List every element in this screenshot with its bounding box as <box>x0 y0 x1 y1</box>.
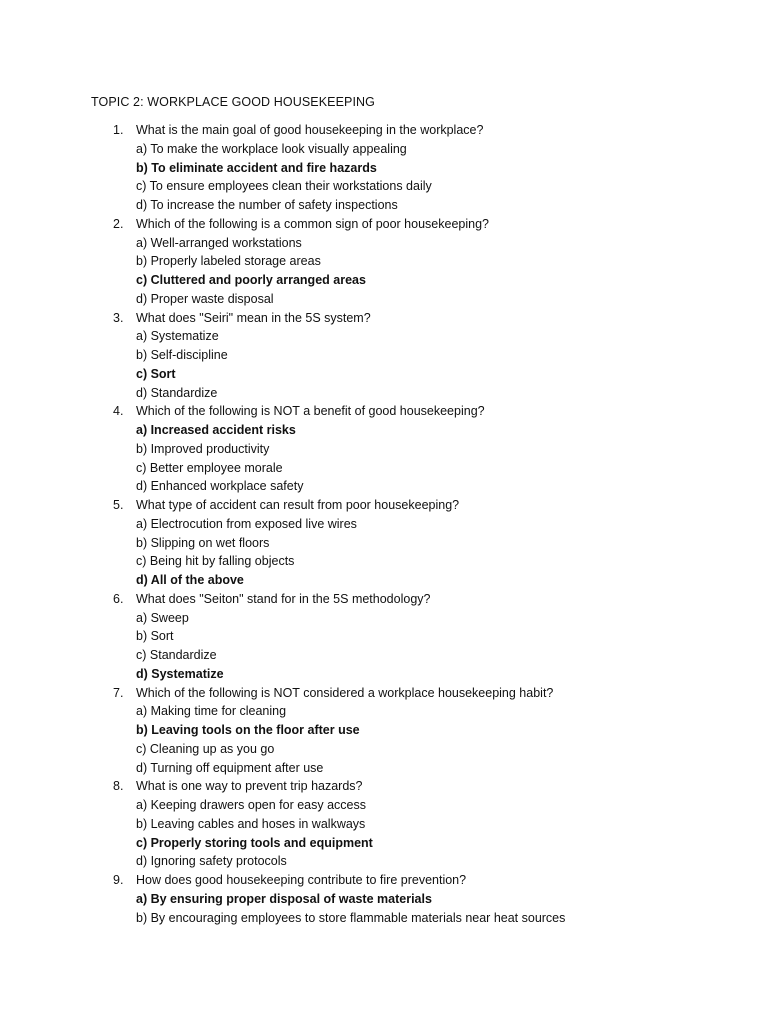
answer-option: a) Well-arranged workstations <box>136 235 302 250</box>
answer-option: a) Making time for cleaning <box>136 704 287 719</box>
answer-option: c) Better employee morale <box>136 460 283 475</box>
question-line <box>0 871 768 890</box>
question-line <box>0 309 768 328</box>
correct-answer-option: d) Systematize <box>136 666 224 681</box>
correct-answer-option: a) By ensuring proper disposal of waste materials <box>136 891 432 906</box>
question-text: What does "Seiton" stand for in the 5S methodology? <box>136 591 431 606</box>
question-list <box>0 121 768 927</box>
correct-answer-option: b) Leaving tools on the floor after use <box>136 723 360 737</box>
correct-answer-option: c) Cluttered and poorly arranged areas <box>136 273 366 287</box>
correct-answer-option: c) Properly storing tools and equipment <box>136 835 373 850</box>
answer-option: b) Sort <box>136 629 174 644</box>
question-text: What is one way to prevent trip hazards? <box>136 779 363 794</box>
answer-option: a) Electrocution from exposed live wires <box>136 516 357 531</box>
question-line <box>0 215 768 234</box>
question-text: Which of the following is a common sign of poor housekeeping? <box>136 216 489 231</box>
question-item <box>0 402 768 496</box>
question-number: 4. <box>113 404 124 419</box>
answer-option: a) Sweep <box>136 610 189 625</box>
question-line <box>0 684 768 703</box>
question-text: Which of the following is NOT a benefit of good housekeeping? <box>136 404 485 419</box>
question-number: 5. <box>113 498 124 512</box>
question-number: 1. <box>113 123 124 137</box>
answer-option: b) Self-discipline <box>136 348 228 362</box>
answer-option: d) Enhanced workplace safety <box>136 479 304 494</box>
answer-option: d) To increase the number of safety inspections <box>136 198 398 212</box>
document-title: TOPIC 2: WORKPLACE GOOD HOUSEKEEPING <box>91 95 375 109</box>
question-number: 9. <box>113 873 124 887</box>
answer-option: b) Slipping on wet floors <box>136 535 270 550</box>
question-text: What is the main goal of good housekeeping in the workplace? <box>136 123 484 137</box>
answer-option: b) Leaving cables and hoses in walkways <box>136 816 366 831</box>
question-line <box>0 121 768 140</box>
question-line <box>0 590 768 609</box>
question-number: 2. <box>113 216 124 231</box>
question-item <box>0 496 768 590</box>
answer-option: c) Cleaning up as you go <box>136 741 275 756</box>
correct-answer-option: a) Increased accident risks <box>136 423 296 437</box>
question-line <box>0 402 768 421</box>
answer-option: d) Turning off equipment after use <box>136 760 324 775</box>
question-item <box>0 309 768 403</box>
question-item <box>0 871 768 927</box>
answer-option: d) Ignoring safety protocols <box>136 854 287 869</box>
question-item <box>0 590 768 684</box>
correct-answer-option: d) All of the above <box>136 573 244 587</box>
question-item <box>0 121 768 215</box>
answer-option: a) To make the workplace look visually appealing <box>136 141 407 156</box>
question-number: 3. <box>113 310 124 325</box>
answer-option: a) Systematize <box>136 329 219 344</box>
answer-option: b) Improved productivity <box>136 441 270 456</box>
question-number: 6. <box>113 591 124 606</box>
question-item <box>0 684 768 778</box>
answer-option: c) To ensure employees clean their workstations daily <box>136 179 432 194</box>
question-line <box>0 496 768 515</box>
question-item <box>0 777 768 871</box>
answer-option: d) Standardize <box>136 385 218 400</box>
question-number: 8. <box>113 779 124 794</box>
answer-option: c) Standardize <box>136 648 217 662</box>
question-number: 7. <box>113 685 124 700</box>
correct-answer-option: c) Sort <box>136 366 176 381</box>
answer-option: d) Proper waste disposal <box>136 291 274 306</box>
answer-option: b) By encouraging employees to store flammable materials near heat sources <box>136 910 566 925</box>
answer-option: b) Properly labeled storage areas <box>136 254 321 269</box>
question-text: Which of the following is NOT considered a workplace housekeeping habit? <box>136 685 554 700</box>
answer-option: c) Being hit by falling objects <box>136 554 295 569</box>
correct-answer-option: b) To eliminate accident and fire hazards <box>136 160 377 175</box>
question-line <box>0 777 768 796</box>
question-item <box>0 215 768 309</box>
question-text: How does good housekeeping contribute to fire prevention? <box>136 873 467 887</box>
question-text: What does "Seiri" mean in the 5S system? <box>136 310 371 325</box>
answer-option: a) Keeping drawers open for easy access <box>136 798 366 812</box>
question-text: What type of accident can result from poor housekeeping? <box>136 498 460 512</box>
